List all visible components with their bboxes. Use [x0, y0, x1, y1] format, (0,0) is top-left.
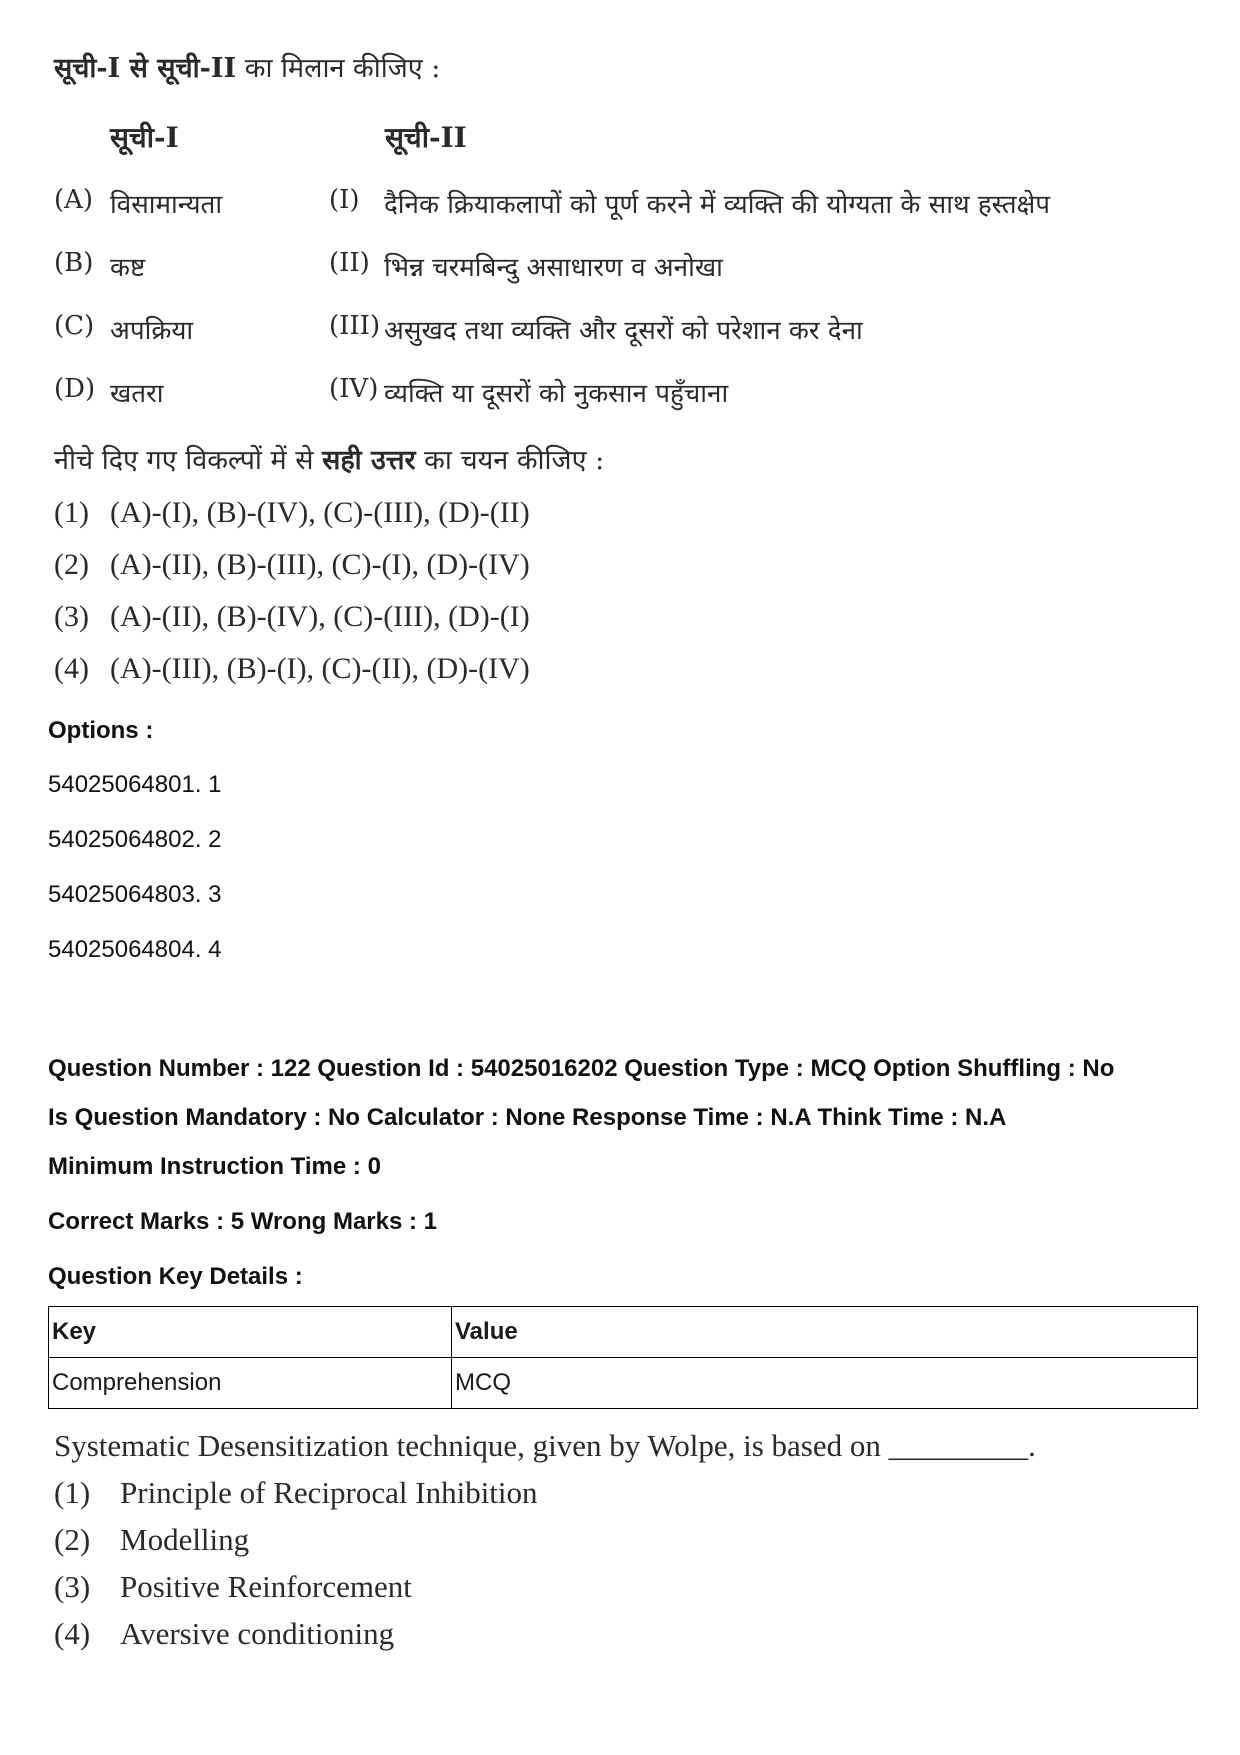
list1-value: अपक्रिया — [110, 316, 194, 346]
table-cell-value: MCQ — [452, 1358, 1198, 1409]
table-header-key: Key — [49, 1307, 452, 1358]
option-item: 54025064801. 1 — [48, 771, 222, 798]
question-meta-line: Is Question Mandatory : No Calculator : None Response Time : N.A Think Time : N.A — [48, 1104, 1007, 1131]
choice-text: Positive Reinforcement — [120, 1569, 412, 1604]
list1-key: (C) — [54, 311, 95, 341]
list2-heading: सूची-II — [385, 121, 467, 154]
choice-text: Modelling — [120, 1522, 250, 1557]
choice-number: (2) — [54, 1522, 91, 1557]
list1-heading: सूची-I — [110, 121, 179, 154]
choice-text: (A)-(II), (B)-(III), (C)-(I), (D)-(IV) — [110, 548, 530, 581]
match-row — [54, 374, 1154, 418]
option-item: 54025064803. 3 — [48, 881, 222, 908]
choice-number: (1) — [54, 496, 89, 529]
match-row — [54, 311, 1154, 355]
choice-number: (3) — [54, 1569, 91, 1604]
english-question-stem: Systematic Desensitization technique, given by Wolpe, is based on _________. — [54, 1428, 1036, 1463]
table-header-value: Value — [452, 1307, 1198, 1358]
choice-text: Principle of Reciprocal Inhibition — [120, 1475, 538, 1510]
list2-key: (III) — [329, 311, 381, 341]
question-meta-line: Minimum Instruction Time : 0 — [48, 1153, 381, 1180]
option-item: 54025064802. 2 — [48, 826, 222, 853]
list1-value: विसामान्यता — [110, 190, 223, 220]
list2-key: (II) — [329, 248, 370, 278]
choice-number: (4) — [54, 1616, 91, 1651]
list2-key: (IV) — [329, 374, 379, 404]
choose-instruction — [54, 440, 604, 477]
table-row — [49, 1358, 1198, 1409]
list2-key: (I) — [329, 185, 360, 215]
choose-post: का चयन कीजिए : — [415, 445, 605, 476]
key-details-label: Question Key Details : — [48, 1263, 303, 1290]
match-row — [54, 185, 1154, 229]
choice-number: (4) — [54, 652, 89, 685]
list1-key: (A) — [54, 185, 94, 215]
choose-pre: नीचे दिए गए विकल्पों में से — [54, 445, 323, 476]
match-instruction — [54, 48, 440, 85]
question-meta-line: Question Number : 122 Question Id : 54025016202 Question Type : MCQ Option Shuffling : No — [48, 1055, 1115, 1082]
choice-number: (1) — [54, 1475, 91, 1510]
choice-text: Aversive conditioning — [120, 1616, 395, 1651]
list1-key: (D) — [54, 374, 96, 404]
table-header-row — [49, 1307, 1198, 1358]
option-item: 54025064804. 4 — [48, 936, 222, 963]
list2-value: असुखद तथा व्यक्ति और दूसरों को परेशान कर देना — [384, 316, 863, 346]
list2-value: व्यक्ति या दूसरों को नुकसान पहुँचाना — [384, 379, 729, 409]
match-instruction-rest: का मिलान कीजिए : — [236, 53, 441, 84]
list2-value: भिन्न चरमबिन्दु असाधारण व अनोखा — [384, 253, 723, 283]
list1-key: (B) — [54, 248, 94, 278]
key-details-table — [48, 1306, 1198, 1409]
table-cell-key: Comprehension — [49, 1358, 452, 1409]
choice-number: (3) — [54, 600, 89, 633]
choice-text: (A)-(I), (B)-(IV), (C)-(III), (D)-(II) — [110, 496, 530, 529]
list1-value: खतरा — [110, 379, 164, 409]
match-instruction-bold: सूची-I से सूची-II — [54, 53, 237, 84]
choice-text: (A)-(II), (B)-(IV), (C)-(III), (D)-(I) — [110, 600, 530, 633]
choose-bold: सही उत्तर — [322, 445, 416, 476]
choice-number: (2) — [54, 548, 89, 581]
match-row — [54, 248, 1154, 292]
choice-text: (A)-(III), (B)-(I), (C)-(II), (D)-(IV) — [110, 652, 530, 685]
marks-line: Correct Marks : 5 Wrong Marks : 1 — [48, 1208, 438, 1235]
list1-value: कष्ट — [110, 253, 146, 283]
options-label: Options : — [48, 717, 154, 744]
list2-value: दैनिक क्रियाकलापों को पूर्ण करने में व्यक्ति की योग्यता के साथ हस्तक्षेप — [384, 190, 1051, 220]
